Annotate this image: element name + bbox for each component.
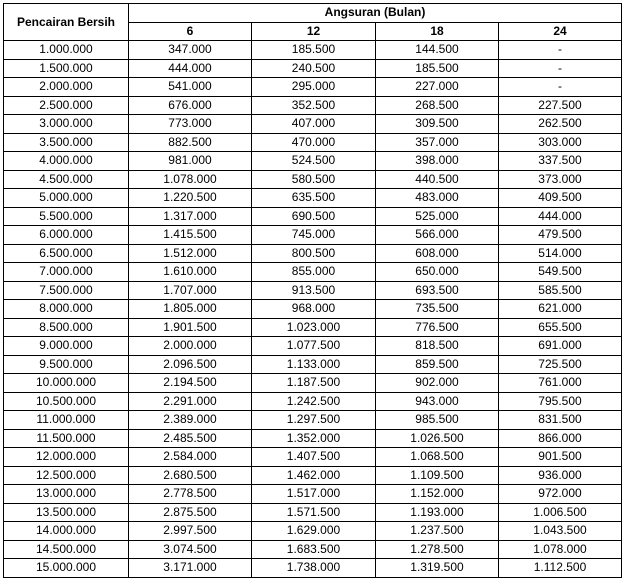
tenor-12-cell: 1.077.500: [252, 337, 376, 356]
pencairan-cell: 13.000.000: [4, 485, 129, 504]
pencairan-cell: 14.500.000: [4, 540, 129, 559]
installment-table-container: [3, 3, 622, 578]
table-row: [4, 337, 622, 356]
table-row: [4, 133, 622, 152]
tenor-6-cell: 2.291.000: [129, 392, 252, 411]
tenor-24-cell: 795.500: [499, 392, 622, 411]
tenor-24-cell: 549.500: [499, 263, 622, 282]
table-row: [4, 300, 622, 319]
tenor-18-cell: 144.500: [376, 41, 499, 60]
tenor-6-cell: 773.000: [129, 115, 252, 134]
tenor-6-cell: 3.171.000: [129, 559, 252, 578]
header-row-group: [4, 4, 622, 23]
tenor-24-cell: 227.500: [499, 96, 622, 115]
tenor-18-cell: 309.500: [376, 115, 499, 134]
tenor-12-cell: 1.133.000: [252, 355, 376, 374]
tenor-18-cell: 227.000: [376, 78, 499, 97]
tenor-12-cell: 1.462.000: [252, 466, 376, 485]
tenor-18-cell: 1.237.500: [376, 522, 499, 541]
tenor-6-cell: 2.680.500: [129, 466, 252, 485]
table-row: [4, 263, 622, 282]
tenor-12-cell: 1.407.500: [252, 448, 376, 467]
table-header: [4, 4, 622, 41]
pencairan-cell: 9.500.000: [4, 355, 129, 374]
tenor-24-cell: 1.006.500: [499, 503, 622, 522]
tenor-12-cell: 1.738.000: [252, 559, 376, 578]
tenor-12-cell: 185.500: [252, 41, 376, 60]
tenor-24-cell: 303.000: [499, 133, 622, 152]
tenor-18-cell: 1.152.000: [376, 485, 499, 504]
tenor-12-cell: 524.500: [252, 152, 376, 171]
tenor-12-cell: 580.500: [252, 170, 376, 189]
table-row: [4, 485, 622, 504]
tenor-24-cell: -: [499, 41, 622, 60]
tenor-24-cell: 409.500: [499, 189, 622, 208]
tenor-12-cell: 240.500: [252, 59, 376, 78]
table-row: [4, 355, 622, 374]
header-tenor-24: 24: [499, 22, 622, 41]
pencairan-cell: 4.000.000: [4, 152, 129, 171]
tenor-18-cell: 943.000: [376, 392, 499, 411]
tenor-18-cell: 776.500: [376, 318, 499, 337]
tenor-18-cell: 1.068.500: [376, 448, 499, 467]
table-row: [4, 466, 622, 485]
tenor-24-cell: 936.000: [499, 466, 622, 485]
tenor-18-cell: 440.500: [376, 170, 499, 189]
pencairan-cell: 4.500.000: [4, 170, 129, 189]
tenor-24-cell: 585.500: [499, 281, 622, 300]
tenor-24-cell: 866.000: [499, 429, 622, 448]
tenor-6-cell: 2.194.500: [129, 374, 252, 393]
tenor-24-cell: 1.043.500: [499, 522, 622, 541]
pencairan-cell: 8.000.000: [4, 300, 129, 319]
tenor-12-cell: 1.023.000: [252, 318, 376, 337]
tenor-12-cell: 1.683.500: [252, 540, 376, 559]
pencairan-cell: 5.000.000: [4, 189, 129, 208]
tenor-18-cell: 859.500: [376, 355, 499, 374]
tenor-12-cell: 1.517.000: [252, 485, 376, 504]
tenor-6-cell: 1.317.000: [129, 207, 252, 226]
pencairan-cell: 6.000.000: [4, 226, 129, 245]
tenor-6-cell: 1.078.000: [129, 170, 252, 189]
tenor-24-cell: 337.500: [499, 152, 622, 171]
tenor-18-cell: 1.278.500: [376, 540, 499, 559]
table-row: [4, 522, 622, 541]
pencairan-cell: 1.500.000: [4, 59, 129, 78]
pencairan-cell: 3.000.000: [4, 115, 129, 134]
pencairan-cell: 5.500.000: [4, 207, 129, 226]
pencairan-cell: 15.000.000: [4, 559, 129, 578]
tenor-12-cell: 1.242.500: [252, 392, 376, 411]
pencairan-cell: 3.500.000: [4, 133, 129, 152]
table-body: [4, 41, 622, 578]
pencairan-cell: 13.500.000: [4, 503, 129, 522]
tenor-24-cell: 655.500: [499, 318, 622, 337]
tenor-6-cell: 981.000: [129, 152, 252, 171]
tenor-12-cell: 690.500: [252, 207, 376, 226]
tenor-6-cell: 882.500: [129, 133, 252, 152]
table-row: [4, 448, 622, 467]
tenor-24-cell: 514.000: [499, 244, 622, 263]
table-row: [4, 411, 622, 430]
table-row: [4, 96, 622, 115]
pencairan-cell: 11.500.000: [4, 429, 129, 448]
tenor-18-cell: 185.500: [376, 59, 499, 78]
tenor-18-cell: 608.000: [376, 244, 499, 263]
tenor-24-cell: 373.000: [499, 170, 622, 189]
tenor-18-cell: 357.000: [376, 133, 499, 152]
tenor-6-cell: 1.220.500: [129, 189, 252, 208]
tenor-12-cell: 1.629.000: [252, 522, 376, 541]
tenor-18-cell: 566.000: [376, 226, 499, 245]
tenor-24-cell: 972.000: [499, 485, 622, 504]
table-row: [4, 207, 622, 226]
tenor-6-cell: 676.000: [129, 96, 252, 115]
tenor-6-cell: 2.485.500: [129, 429, 252, 448]
tenor-12-cell: 295.000: [252, 78, 376, 97]
pencairan-cell: 7.000.000: [4, 263, 129, 282]
tenor-6-cell: 2.584.000: [129, 448, 252, 467]
table-row: [4, 392, 622, 411]
tenor-12-cell: 745.000: [252, 226, 376, 245]
pencairan-cell: 12.000.000: [4, 448, 129, 467]
table-row: [4, 244, 622, 263]
tenor-12-cell: 352.500: [252, 96, 376, 115]
header-tenor-6: 6: [129, 22, 252, 41]
tenor-6-cell: 1.610.000: [129, 263, 252, 282]
tenor-6-cell: 1.415.500: [129, 226, 252, 245]
tenor-18-cell: 525.000: [376, 207, 499, 226]
tenor-6-cell: 2.997.500: [129, 522, 252, 541]
tenor-18-cell: 693.500: [376, 281, 499, 300]
table-row: [4, 41, 622, 60]
tenor-18-cell: 902.000: [376, 374, 499, 393]
tenor-18-cell: 650.000: [376, 263, 499, 282]
tenor-12-cell: 635.500: [252, 189, 376, 208]
tenor-18-cell: 1.193.000: [376, 503, 499, 522]
installment-table: [3, 3, 622, 578]
header-angsuran-bulan: Angsuran (Bulan): [129, 4, 622, 23]
tenor-18-cell: 735.500: [376, 300, 499, 319]
tenor-24-cell: 901.500: [499, 448, 622, 467]
table-row: [4, 318, 622, 337]
table-row: [4, 281, 622, 300]
tenor-12-cell: 1.297.500: [252, 411, 376, 430]
table-row: [4, 78, 622, 97]
tenor-12-cell: 913.500: [252, 281, 376, 300]
tenor-24-cell: 444.000: [499, 207, 622, 226]
tenor-6-cell: 541.000: [129, 78, 252, 97]
pencairan-cell: 8.500.000: [4, 318, 129, 337]
table-row: [4, 374, 622, 393]
tenor-24-cell: 1.112.500: [499, 559, 622, 578]
tenor-12-cell: 470.000: [252, 133, 376, 152]
tenor-12-cell: 855.000: [252, 263, 376, 282]
pencairan-cell: 2.500.000: [4, 96, 129, 115]
header-pencairan-bersih: Pencairan Bersih: [4, 4, 129, 41]
tenor-24-cell: 761.000: [499, 374, 622, 393]
pencairan-cell: 1.000.000: [4, 41, 129, 60]
table-row: [4, 59, 622, 78]
table-row: [4, 170, 622, 189]
tenor-6-cell: 1.901.500: [129, 318, 252, 337]
pencairan-cell: 10.000.000: [4, 374, 129, 393]
table-row: [4, 540, 622, 559]
tenor-24-cell: -: [499, 59, 622, 78]
pencairan-cell: 11.000.000: [4, 411, 129, 430]
tenor-18-cell: 483.000: [376, 189, 499, 208]
tenor-12-cell: 407.000: [252, 115, 376, 134]
tenor-6-cell: 444.000: [129, 59, 252, 78]
tenor-18-cell: 985.500: [376, 411, 499, 430]
tenor-24-cell: -: [499, 78, 622, 97]
tenor-6-cell: 2.875.500: [129, 503, 252, 522]
tenor-12-cell: 968.000: [252, 300, 376, 319]
pencairan-cell: 14.000.000: [4, 522, 129, 541]
tenor-6-cell: 2.096.500: [129, 355, 252, 374]
tenor-12-cell: 800.500: [252, 244, 376, 263]
tenor-24-cell: 691.000: [499, 337, 622, 356]
table-row: [4, 226, 622, 245]
pencairan-cell: 12.500.000: [4, 466, 129, 485]
tenor-18-cell: 1.109.500: [376, 466, 499, 485]
table-row: [4, 152, 622, 171]
table-row: [4, 115, 622, 134]
tenor-6-cell: 2.389.000: [129, 411, 252, 430]
header-tenor-18: 18: [376, 22, 499, 41]
pencairan-cell: 2.000.000: [4, 78, 129, 97]
pencairan-cell: 9.000.000: [4, 337, 129, 356]
tenor-24-cell: 831.500: [499, 411, 622, 430]
table-row: [4, 503, 622, 522]
table-row: [4, 429, 622, 448]
tenor-6-cell: 1.707.000: [129, 281, 252, 300]
tenor-6-cell: 1.512.000: [129, 244, 252, 263]
pencairan-cell: 10.500.000: [4, 392, 129, 411]
tenor-12-cell: 1.352.000: [252, 429, 376, 448]
tenor-24-cell: 621.000: [499, 300, 622, 319]
tenor-12-cell: 1.571.500: [252, 503, 376, 522]
tenor-6-cell: 3.074.500: [129, 540, 252, 559]
tenor-18-cell: 1.026.500: [376, 429, 499, 448]
tenor-24-cell: 1.078.000: [499, 540, 622, 559]
tenor-18-cell: 818.500: [376, 337, 499, 356]
tenor-24-cell: 479.500: [499, 226, 622, 245]
tenor-6-cell: 347.000: [129, 41, 252, 60]
tenor-12-cell: 1.187.500: [252, 374, 376, 393]
tenor-24-cell: 725.500: [499, 355, 622, 374]
tenor-6-cell: 1.805.000: [129, 300, 252, 319]
pencairan-cell: 7.500.000: [4, 281, 129, 300]
tenor-6-cell: 2.778.500: [129, 485, 252, 504]
pencairan-cell: 6.500.000: [4, 244, 129, 263]
tenor-18-cell: 1.319.500: [376, 559, 499, 578]
table-row: [4, 559, 622, 578]
tenor-24-cell: 262.500: [499, 115, 622, 134]
table-row: [4, 189, 622, 208]
tenor-18-cell: 398.000: [376, 152, 499, 171]
header-tenor-12: 12: [252, 22, 376, 41]
tenor-18-cell: 268.500: [376, 96, 499, 115]
tenor-6-cell: 2.000.000: [129, 337, 252, 356]
